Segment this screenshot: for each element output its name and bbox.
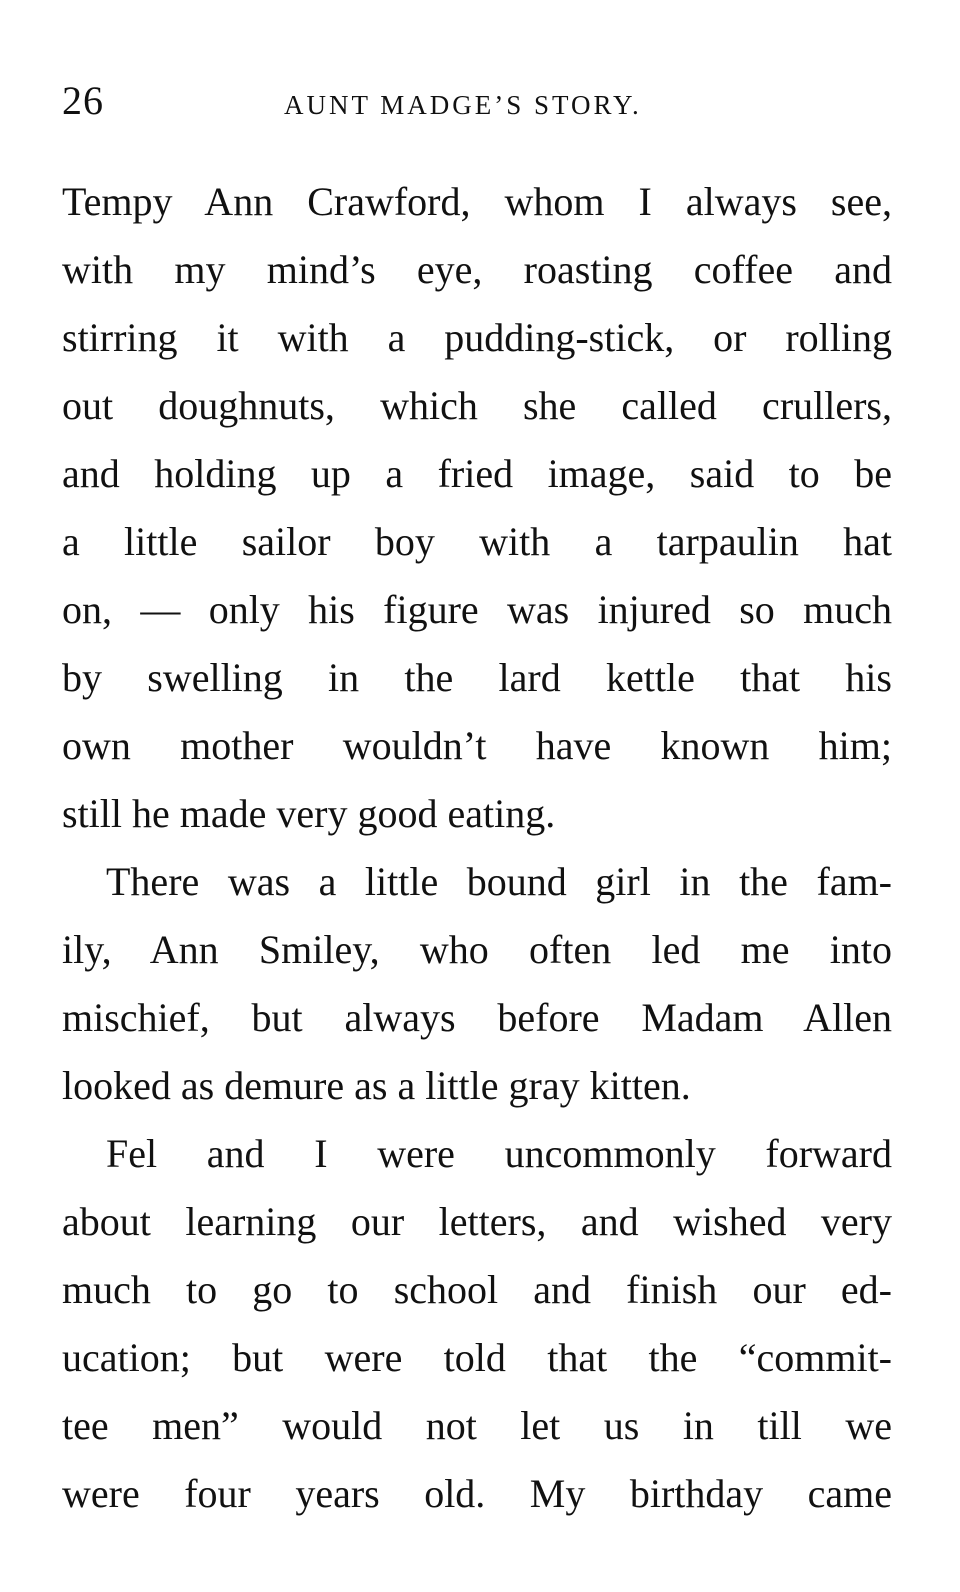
text-line: about learning our letters, and wished very (62, 1199, 892, 1244)
text-line: mischief, but always before Madam Allen (62, 995, 892, 1040)
text-line: There was a little bound girl in the fam- (106, 859, 892, 904)
text-line: Tempy Ann Crawford, whom I always see, (62, 179, 892, 224)
text-line: Fel and I were uncommonly forward (106, 1131, 892, 1176)
text-line: stirring it with a pudding-stick, or rolling (62, 315, 892, 360)
text-line: and holding up a fried image, said to be (62, 451, 892, 496)
text-line: a little sailor boy with a tarpaulin hat (62, 519, 892, 564)
body-text (62, 168, 892, 1528)
paragraph (62, 848, 892, 1120)
text-line: were four years old. My birthday came (62, 1471, 892, 1516)
paragraph (62, 168, 892, 848)
text-line: with my mind’s eye, roasting coffee and (62, 247, 892, 292)
text-line: looked as demure as a little gray kitten. (62, 1063, 691, 1108)
text-line: ily, Ann Smiley, who often led me into (62, 927, 892, 972)
running-title: AUNT MADGE’S STORY. (284, 90, 642, 120)
text-line: much to go to school and finish our ed- (62, 1267, 892, 1312)
text-line: tee men” would not let us in till we (62, 1403, 892, 1448)
text-line: on, — only his figure was injured so much (62, 587, 892, 632)
text-line: out doughnuts, which she called crullers, (62, 383, 892, 428)
text-line: still he made very good eating. (62, 791, 556, 836)
page-number: 26 (62, 78, 104, 123)
paragraph (62, 1120, 892, 1528)
running-head (62, 76, 892, 126)
text-line: own mother wouldn’t have known him; (62, 723, 892, 768)
text-line: ucation; but were told that the “commit- (62, 1335, 892, 1380)
text-line: by swelling in the lard kettle that his (62, 655, 892, 700)
